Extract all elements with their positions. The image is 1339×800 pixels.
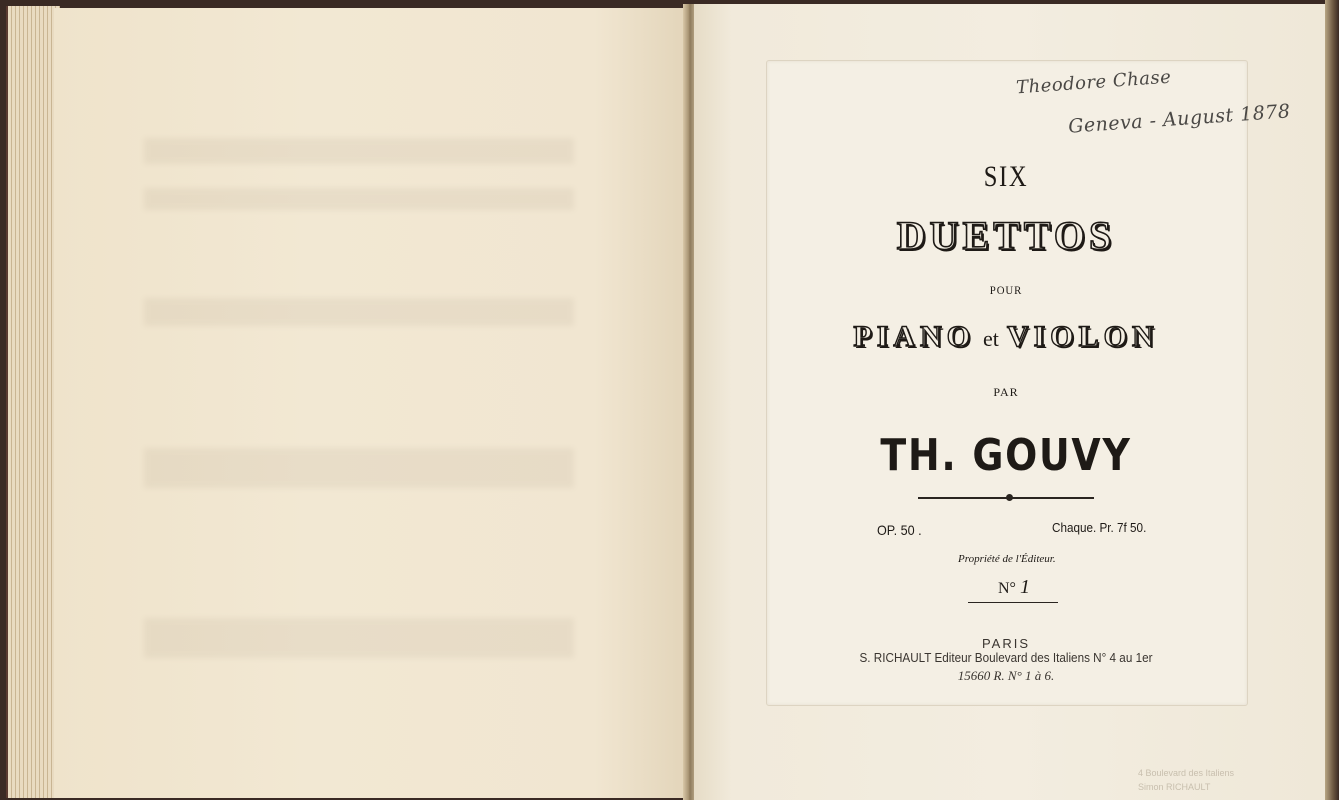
stamp-line-2: Simon RICHAULT: [1138, 782, 1211, 792]
stamp-line-1: 4 Boulevard des Italiens: [1138, 768, 1235, 778]
inscription-place-date: Geneva - August 1878: [1067, 100, 1292, 138]
instrumentation: [766, 320, 1246, 354]
number-underline: [968, 602, 1058, 603]
volume-number: [998, 576, 1030, 599]
publisher-address: S. RICHAULT Editeur Boulevard des Italiens N° 4 au 1er: [859, 650, 1153, 665]
corner-stamp: [1138, 766, 1234, 794]
title-pour: POUR: [989, 283, 1023, 297]
opus-number: OP. 50 .: [877, 522, 922, 538]
property-notice: Propriété de l'Éditeur.: [958, 553, 1056, 565]
plate-numbers: 15660 R. N° 1 à 6.: [957, 668, 1055, 683]
instrument-conjunction: et: [983, 326, 999, 351]
right-page-edge: [1325, 0, 1339, 800]
price: Chaque. Pr. 7f 50.: [1052, 520, 1147, 535]
publisher-city: PARIS: [981, 636, 1031, 651]
composer-name: TH. GOUVY: [880, 430, 1132, 481]
title-duettos: DUETTOS: [896, 213, 1116, 258]
volume-number-label: N°: [998, 580, 1016, 597]
instrument-piano: PIANO: [853, 320, 976, 353]
title-par: PAR: [993, 385, 1019, 399]
ornamental-rule-dot: [1006, 494, 1013, 501]
left-page-blank: [54, 8, 690, 798]
volume-number-value: 1: [1019, 576, 1030, 598]
title-six: SIX: [983, 160, 1029, 193]
page-edges: [6, 6, 60, 798]
inscription-name: Theodore Chase: [1015, 66, 1172, 99]
instrument-violon: VIOLON: [1006, 320, 1159, 353]
